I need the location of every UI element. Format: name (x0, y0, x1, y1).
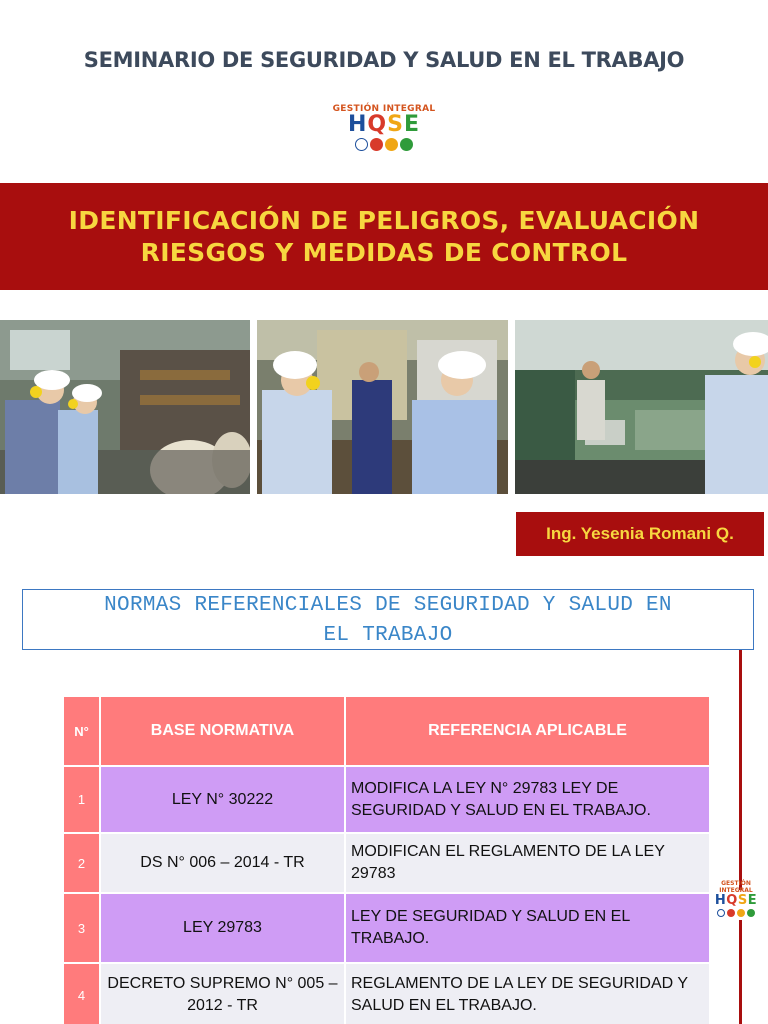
table-row (64, 894, 711, 964)
environment-icon (400, 138, 413, 151)
row-ref: MODIFICA LA LEY N° 29783 LEY DE SEGURIDAD Y SALUD EN EL TRABAJO. (346, 767, 711, 834)
logo-wordmark: HQSE (347, 112, 420, 137)
table-header-row (64, 697, 711, 767)
row-num: 3 (64, 894, 101, 964)
photo-inspection-3 (515, 320, 768, 494)
photo-inspection-1 (0, 320, 250, 494)
decorative-line (739, 920, 742, 1024)
row-base: LEY 29783 (101, 894, 346, 964)
table-row (64, 964, 711, 1024)
health-icon (385, 138, 398, 151)
logo-icons (706, 909, 766, 917)
norms-table (64, 697, 711, 1024)
environment-icon (747, 909, 755, 917)
header-ref: REFERENCIA APLICABLE (346, 697, 711, 767)
row-num: 2 (64, 834, 101, 894)
banner-line-2: RIESGOS Y MEDIDAS DE CONTROL (140, 237, 628, 267)
row-num: 1 (64, 767, 101, 834)
table-row (64, 834, 711, 894)
title-banner (0, 183, 768, 290)
row-base: DECRETO SUPREMO N° 005 – 2012 - TR (101, 964, 346, 1024)
safety-icon (370, 138, 383, 151)
slide-title: SEMINARIO DE SEGURIDAD Y SALUD EN EL TRABAJO (83, 48, 685, 72)
header-num: N° (64, 697, 101, 767)
photo-inspection-2 (257, 320, 508, 494)
norms-heading-line-1: NORMAS REFERENCIALES DE SEGURIDAD Y SALUD EN (104, 594, 672, 617)
row-ref: LEY DE SEGURIDAD Y SALUD EN EL TRABAJO. (346, 894, 711, 964)
quality-icon (355, 138, 368, 151)
hqse-logo-small (706, 880, 766, 917)
banner-line-1: IDENTIFICACIÓN DE PELIGROS, EVALUACIÓN (68, 205, 700, 235)
header-base: BASE NORMATIVA (101, 697, 346, 767)
norms-heading-box (22, 589, 754, 650)
table-row (64, 767, 711, 834)
decorative-line (739, 650, 742, 890)
logo-caption: GESTIÓN INTEGRAL (332, 104, 436, 114)
norms-heading-line-2: EL TRABAJO (323, 624, 453, 647)
row-base: DS N° 006 – 2014 - TR (101, 834, 346, 894)
health-icon (737, 909, 745, 917)
row-ref: REGLAMENTO DE LA LEY DE SEGURIDAD Y SALUD EN EL TRABAJO. (346, 964, 711, 1024)
author-label: Ing. Yesenia Romani Q. (516, 512, 764, 556)
logo-caption: GESTIÓN INTEGRAL (719, 880, 753, 894)
hqse-logo (330, 104, 438, 151)
banner-title (24, 205, 744, 269)
logo-wordmark: HQSE (714, 893, 758, 908)
logo-icons (330, 138, 438, 151)
row-num: 4 (64, 964, 101, 1024)
row-base: LEY N° 30222 (101, 767, 346, 834)
safety-icon (727, 909, 735, 917)
row-ref: MODIFICAN EL REGLAMENTO DE LA LEY 29783 (346, 834, 711, 894)
quality-icon (717, 909, 725, 917)
